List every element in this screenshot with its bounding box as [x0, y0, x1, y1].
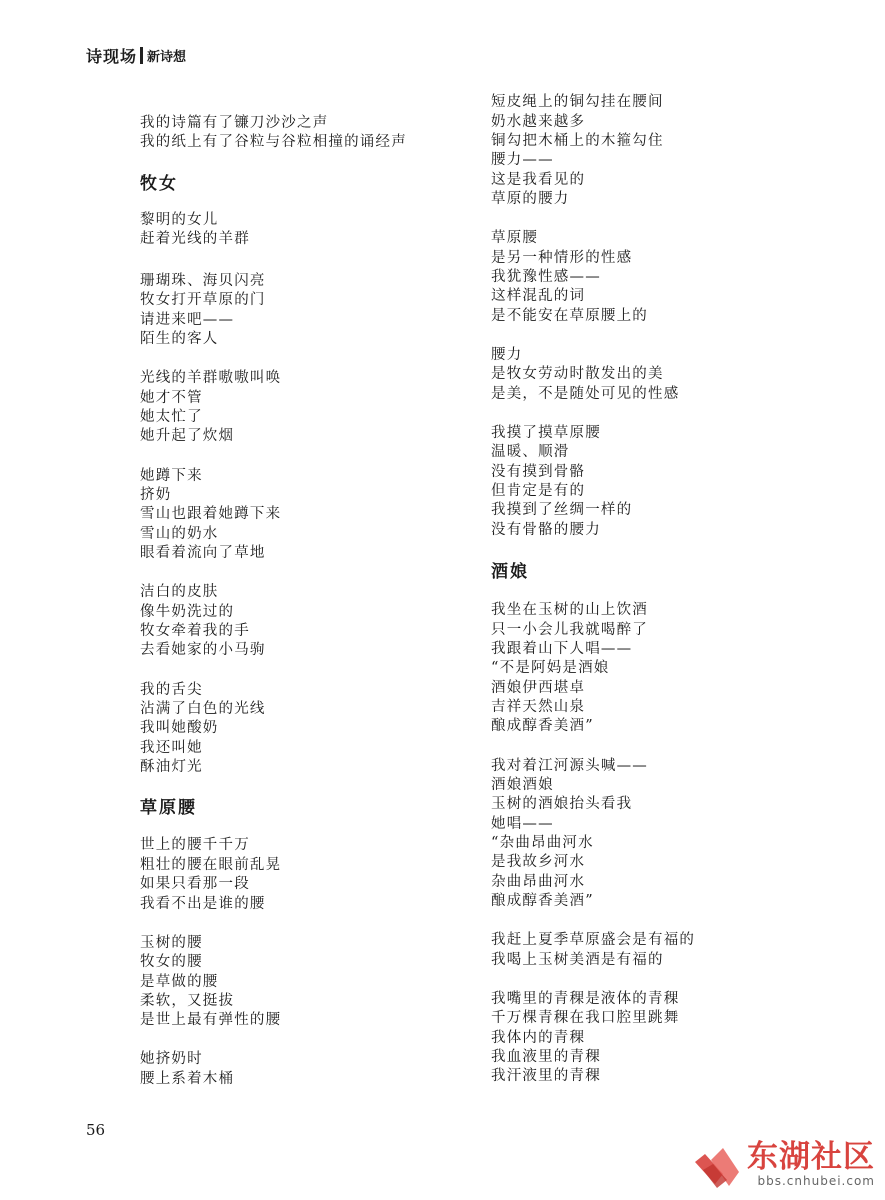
poem-line: 柔软，又挺拔	[140, 993, 235, 1009]
poem-line: 雪山也跟着她蹲下来	[140, 506, 282, 522]
poem-line: “杂曲昂曲河水	[491, 835, 594, 851]
poem-line: 我还叫她	[140, 740, 203, 756]
poem-line: 我坐在玉树的山上饮酒	[491, 602, 648, 618]
poem-line: 奶水越来越多	[491, 114, 586, 130]
subsection-title: 新诗想	[147, 50, 187, 65]
poem-line: 她升起了炊烟	[140, 428, 235, 444]
poem-line: 去看她家的小马驹	[140, 642, 266, 658]
poem-line: 世上的腰千千万	[140, 837, 250, 853]
poem-line: 我跟着山下人唱——	[491, 641, 633, 657]
poem-line: 牧女的腰	[140, 954, 203, 970]
poem-line: 赶着光线的羊群	[140, 231, 250, 247]
poem-line: 没有骨骼的腰力	[491, 522, 601, 538]
poem-line: 我的舌尖	[140, 682, 203, 698]
poem-line: 我摸了摸草原腰	[491, 425, 601, 441]
poem-line: 吉祥天然山泉	[491, 699, 586, 715]
poem-title: 草原腰	[140, 798, 197, 818]
poem-line: “不是阿妈是酒娘	[491, 660, 610, 676]
poem-line: 我的诗篇有了镰刀沙沙之声	[140, 115, 329, 131]
poem-line: 她蹲下来	[140, 468, 203, 484]
poem-line: 酒娘酒娘	[491, 777, 554, 793]
poem-title: 牧女	[140, 174, 178, 194]
poem-line: 她太忙了	[140, 409, 203, 425]
poem-line: 如果只看那一段	[140, 876, 250, 892]
section-title: 诗现场	[86, 47, 138, 66]
poem-line: 杂曲昂曲河水	[491, 874, 586, 890]
poem-line: 腰上系着木桶	[140, 1071, 235, 1087]
poem-line: 但肯定是有的	[491, 483, 586, 499]
poem-line: 我喝上玉树美酒是有福的	[491, 952, 664, 968]
poem-line: 是另一种情形的性感	[491, 250, 633, 266]
poem-line: 千万棵青稞在我口腔里跳舞	[491, 1010, 680, 1026]
poem-line: 洁白的皮肤	[140, 584, 219, 600]
poem-line: 我赶上夏季草原盛会是有福的	[491, 932, 696, 948]
poem-line: 我嘴里的青稞是液体的青稞	[491, 991, 680, 1007]
poem-line: 酿成醇香美酒”	[491, 718, 594, 734]
poem-line: 陌生的客人	[140, 331, 219, 347]
header-divider	[140, 47, 143, 64]
watermark-url: bbs.cnhubei.com	[757, 1174, 875, 1188]
page-number: 56	[86, 1121, 106, 1139]
poem-line: 这样混乱的词	[491, 288, 586, 304]
poem-line: 我血液里的青稞	[491, 1049, 601, 1065]
poem-line: 我体内的青稞	[491, 1030, 586, 1046]
poem-line: 我汗液里的青稞	[491, 1068, 601, 1084]
poem-line: 酿成醇香美酒”	[491, 893, 594, 909]
watermark-brand: 东湖社区	[747, 1139, 875, 1175]
poem-line: 酒娘伊西堪卓	[491, 680, 586, 696]
watermark-logo-icon	[693, 1144, 743, 1188]
running-header	[86, 44, 186, 67]
poem-line: 只一小会儿我就喝醉了	[491, 622, 648, 638]
poem-line: 玉树的腰	[140, 935, 203, 951]
poem-line: 玉树的酒娘抬头看我	[491, 796, 633, 812]
poem-line: 眼看着流向了草地	[140, 545, 266, 561]
poem-line: 酥油灯光	[140, 759, 203, 775]
poem-line: 沾满了白色的光线	[140, 701, 266, 717]
watermark	[693, 1140, 875, 1188]
poem-line: 是世上最有弹性的腰	[140, 1012, 282, 1028]
poem-line: 我的纸上有了谷粒与谷粒相撞的诵经声	[140, 134, 407, 150]
poem-line: 我犹豫性感——	[491, 269, 601, 285]
poem-line: 腰力	[491, 347, 523, 363]
poem-line: 温暖、顺滑	[491, 444, 570, 460]
poem-line: 请进来吧——	[140, 312, 235, 328]
poem-line: 珊瑚珠、海贝闪亮	[140, 273, 266, 289]
poem-title: 酒娘	[491, 562, 529, 582]
poem-line: 我对着江河源头喊——	[491, 758, 648, 774]
poem-line: 像牛奶洗过的	[140, 604, 235, 620]
poem-line: 黎明的女儿	[140, 212, 219, 228]
poem-line: 这是我看见的	[491, 172, 586, 188]
poem-line: 短皮绳上的铜勾挂在腰间	[491, 94, 664, 110]
poem-line: 她唱——	[491, 816, 554, 832]
poem-line: 她挤奶时	[140, 1051, 203, 1067]
poem-line: 我摸到了丝绸一样的	[491, 502, 633, 518]
poem-line: 牧女牵着我的手	[140, 623, 250, 639]
poem-line: 挤奶	[140, 487, 172, 503]
poem-line: 草原的腰力	[491, 191, 570, 207]
poem-line: 是美，不是随处可见的性感	[491, 386, 680, 402]
poem-line: 粗壮的腰在眼前乱晃	[140, 857, 282, 873]
poem-line: 我看不出是谁的腰	[140, 896, 266, 912]
poem-line: 是草做的腰	[140, 974, 219, 990]
poem-line: 牧女打开草原的门	[140, 292, 266, 308]
poem-line: 是牧女劳动时散发出的美	[491, 366, 664, 382]
poem-line: 草原腰	[491, 230, 539, 246]
poem-line: 我叫她酸奶	[140, 720, 219, 736]
poem-line: 雪山的奶水	[140, 526, 219, 542]
poem-line: 光线的羊群嗷嗷叫唤	[140, 370, 282, 386]
poem-line: 腰力——	[491, 152, 554, 168]
poem-line: 铜勾把木桶上的木箍勾住	[491, 133, 664, 149]
poem-line: 是我故乡河水	[491, 854, 586, 870]
poem-line: 她才不管	[140, 390, 203, 406]
poem-line: 是不能安在草原腰上的	[491, 308, 648, 324]
poem-line: 没有摸到骨骼	[491, 464, 586, 480]
